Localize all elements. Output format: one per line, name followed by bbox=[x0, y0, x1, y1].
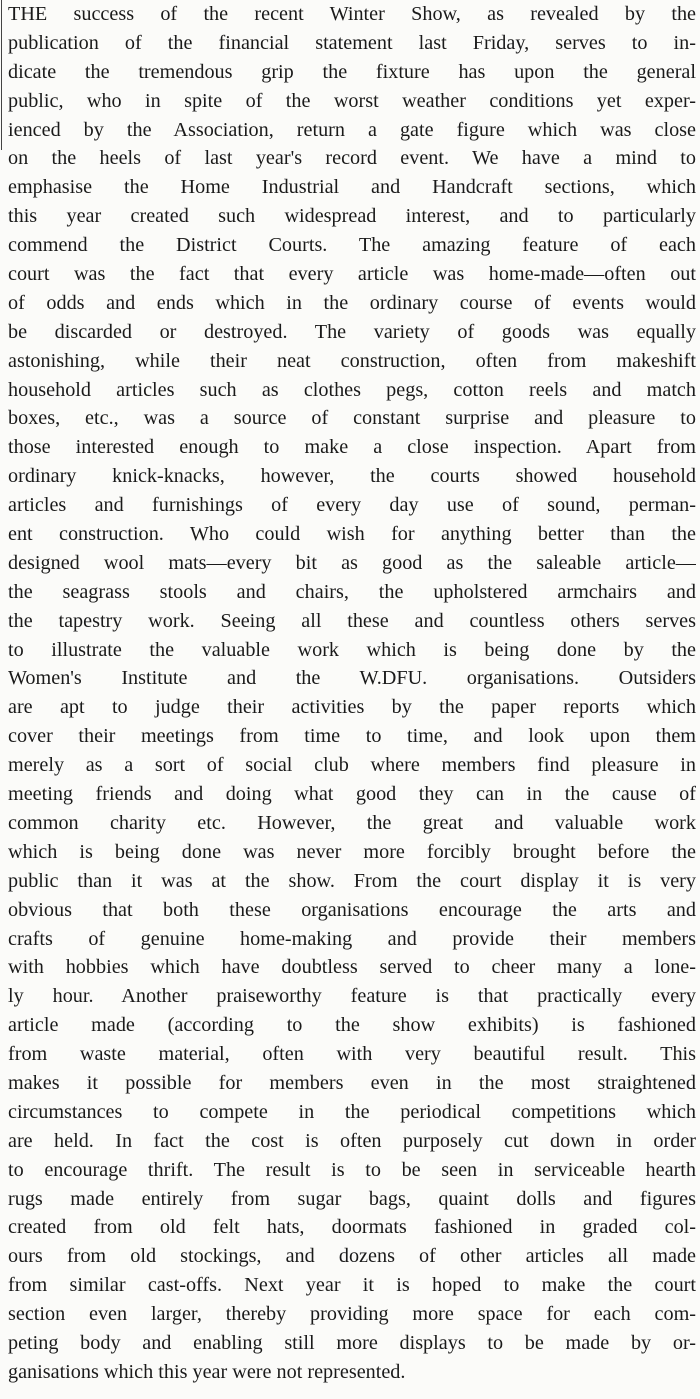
text-line: emphasise the Home Industrial and Handcraft sections, which bbox=[8, 176, 696, 199]
text-line: ienced by the Association, return a gate figure which was close bbox=[8, 118, 696, 141]
text-line: public than it was at the show. From the court display it is very bbox=[8, 869, 696, 892]
text-line: of odds and ends which in the ordinary course of events would bbox=[8, 291, 696, 314]
text-line: ly hour. Another praiseworthy feature is that practically every bbox=[8, 985, 696, 1008]
text-line: ordinary knick-knacks, however, the courts showed household bbox=[8, 465, 696, 488]
text-line: public, who in spite of the worst weather conditions yet exper- bbox=[8, 89, 696, 112]
text-line: section even larger, thereby providing more space for each com- bbox=[8, 1303, 696, 1326]
text-line: peting body and enabling still more displays to be made by or- bbox=[8, 1331, 696, 1354]
text-line: circumstances to compete in the periodical competitions which bbox=[8, 1100, 696, 1123]
text-line: meeting friends and doing what good they can in the cause of bbox=[8, 783, 696, 806]
text-line: are held. In fact the cost is often purposely cut down in order bbox=[8, 1129, 696, 1152]
text-line: with hobbies which have doubtless served to cheer many a lone- bbox=[8, 956, 696, 979]
text-line: ent construction. Who could wish for anything better than the bbox=[8, 523, 696, 546]
text-line: boxes, etc., was a source of constant surprise and pleasure to bbox=[8, 407, 696, 430]
text-line: from waste material, often with very beautiful result. This bbox=[8, 1043, 696, 1066]
text-line: those interested enough to make a close inspection. Apart from bbox=[8, 436, 696, 459]
text-line: court was the fact that every article was home-made—often out bbox=[8, 263, 696, 286]
text-line: articles and furnishings of every day use of sound, perman- bbox=[8, 494, 696, 517]
text-line: be discarded or destroyed. The variety of goods was equally bbox=[8, 320, 696, 343]
text-line: created from old felt hats, doormats fashioned in graded col- bbox=[8, 1216, 696, 1239]
text-line: commend the District Courts. The amazing feature of each bbox=[8, 234, 696, 257]
text-line: cover their meetings from time to time, and look upon them bbox=[8, 725, 696, 748]
text-line: on the heels of last year's record event. We have a mind to bbox=[8, 147, 696, 170]
text-line: from similar cast-offs. Next year it is hoped to make the court bbox=[8, 1274, 696, 1297]
text-line: article made (according to the show exhibits) is fashioned bbox=[8, 1014, 696, 1037]
text-line: THE success of the recent Winter Show, as revealed by the bbox=[8, 3, 696, 25]
article-body bbox=[8, 0, 696, 1387]
text-line: makes it possible for members even in the most straightened bbox=[8, 1071, 696, 1094]
column-rule bbox=[1, 0, 2, 150]
text-line: the seagrass stools and chairs, the upholstered armchairs and bbox=[8, 580, 696, 603]
text-line: dicate the tremendous grip the fixture has upon the general bbox=[8, 60, 696, 83]
text-line: designed wool mats—every bit as good as the saleable article— bbox=[8, 551, 696, 574]
text-line: publication of the financial statement last Friday, serves to in- bbox=[8, 31, 696, 54]
text-line: household articles such as clothes pegs, cotton reels and match bbox=[8, 378, 696, 401]
text-line: which is being done was never more forcibly brought before the bbox=[8, 840, 696, 863]
text-line: this year created such widespread interest, and to particularly bbox=[8, 205, 696, 228]
text-line: merely as a sort of social club where members find pleasure in bbox=[8, 754, 696, 777]
text-line: astonishing, while their neat construction, often from makeshift bbox=[8, 349, 696, 372]
text-line: the tapestry work. Seeing all these and countless others serves bbox=[8, 609, 696, 632]
text-line: rugs made entirely from sugar bags, quaint dolls and figures bbox=[8, 1187, 696, 1210]
text-line-last: ganisations which this year were not represented. bbox=[8, 1360, 406, 1383]
text-line: crafts of genuine home-making and provide their members bbox=[8, 927, 696, 950]
text-line: to illustrate the valuable work which is being done by the bbox=[8, 638, 696, 661]
text-line: Women's Institute and the W.DFU. organisations. Outsiders bbox=[8, 667, 696, 690]
text-line: ours from old stockings, and dozens of other articles all made bbox=[8, 1245, 696, 1268]
text-line: common charity etc. However, the great and valuable work bbox=[8, 811, 696, 834]
text-line: to encourage thrift. The result is to be seen in serviceable hearth bbox=[8, 1158, 696, 1181]
text-line: are apt to judge their activities by the paper reports which bbox=[8, 696, 696, 719]
text-line: obvious that both these organisations encourage the arts and bbox=[8, 898, 696, 921]
